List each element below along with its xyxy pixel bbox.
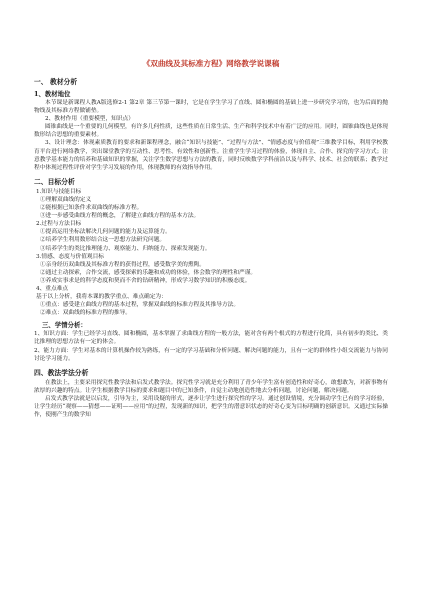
paragraph-teaching-method: 在教法上，主要采用探究性教学法和启发式教学法。探究性学习就是充分利用了青少年学生富有创造性和好奇心，敢想敢为，对新事物有浓厚的兴趣的特点。让学生根据教学目标的要求和题目中的已知条件，自觉主动地创造性地去分析问题，讨论问题，解决问题。 bbox=[34, 379, 388, 394]
document-title: 《双曲线及其标准方程》网络教学说课稿 bbox=[142, 59, 280, 68]
section-1-1-heading: 1、教材地位 bbox=[34, 90, 71, 98]
section-1-heading: 一、 教材分析 bbox=[34, 78, 78, 86]
goal-item: ①理解双曲线的定义 bbox=[40, 196, 92, 203]
key-point-item: ②难点：双曲线的标准方程的推导。 bbox=[40, 310, 131, 317]
goal-item: ①提高运用坐标法解决几何问题的能力及运算能力。 bbox=[40, 229, 171, 236]
goal-process-heading: 2.过程与方法目标 bbox=[36, 221, 82, 228]
goal-item: ②通过主动探索，合作交流，感受探索的乐趣和成功的体验，体会数学的理性和严谨。 bbox=[40, 269, 257, 276]
goal-item: ③培养学生的类比推理能力、观察能力、归纳能力、探索发现能力。 bbox=[40, 245, 211, 252]
paragraph-design-concept: 3、设计理念：体现素质教育的要求和新课程理念，融合“知识与技能”、“过程与方法”、“情感态度与价值观”三维教学目标，利用学校教育平台进行网络教学，突出课堂教学的互动性、思考性、有效性和创新性。注重学生学习过程的体验，体现自主、合作、探究的学习方式；注意教学基本能力的培养和基础知识的掌握，关注学生数学思想与方法的教育，同时反映数学学科前沿以及与科学、技术、社会的联系；教学过程中体现过程性评价对学生学习发展的作用，体现教师的有效指导作用。 bbox=[34, 140, 388, 171]
paragraph-textbook-role: 圆锥曲线是一个重要的几何模型，有许多几何性质，这些性质在日常生活、生产和科学技术中有着广泛的应用。同时，圆锥曲线也是体现数形结合思想的重要素材。 bbox=[34, 124, 388, 139]
key-points-heading: 4、重点难点 bbox=[36, 285, 69, 292]
section-2-heading: 二、目标分析 bbox=[34, 177, 75, 186]
section-4-heading: 四、教法学法分析 bbox=[34, 368, 89, 377]
goal-item: ①亲身经历双曲线及其标准方程的获得过程，感受数学美的熏陶。 bbox=[40, 261, 205, 268]
goal-attitude-heading: 3.情感、态度与价值观目标 bbox=[36, 253, 104, 260]
goal-item: ②能根据已知条件求双曲线的标准方程。 bbox=[40, 205, 143, 212]
section-3-heading: 三、学情分析： bbox=[42, 321, 87, 330]
goal-item: ③进一步感受曲线方程的概念，了解建立曲线方程的基本方法。 bbox=[40, 213, 200, 220]
key-points-intro: 基于以上分析，我将本课的教学重点、难点确定为： bbox=[36, 294, 167, 301]
paragraph-textbook-role-heading: 2、教材作用（重要模型，知识点） bbox=[45, 116, 134, 123]
paragraph-student-knowledge: 1、知识方面：学生已经学习直线、圆和椭圆，基本掌握了求曲线方程的一般方法，能对含有两个根式的方程进行化简，具有初步的类比、类比推理的思想方法有一定的体会。 bbox=[34, 331, 388, 346]
goal-knowledge-heading: 1.知识与技能目标 bbox=[36, 188, 82, 195]
paragraph-heuristic-method: 启发式教学法就是以启发，引导为主，采用设疑的形式，逐步让学生进行探究性的学习。通过创设情境，充分调动学生已有的学习经验，让学生经历“观察——猜想——证明——应用”的过程，发现新的知识，把学生的潜意识状态的好奇心变为目标明确的创新意识。又通过实际操作，使刚产生的数学知 bbox=[34, 395, 388, 419]
paragraph-textbook-position: 本节课是新课程人教A版选修2-1 第2章 第三节第一课时，它是在学生学习了直线、圆和椭圆的基础上进一步研究学习的，也为后面的抛物线及其标准方程做铺垫。 bbox=[34, 100, 388, 115]
paragraph-student-ability: 2、能力方面：学生对基本的计算机操作较为熟练，有一定的学习基础和分析问题、解决问题的能力，且有一定的群体性小组交流能力与协同讨论学习能力。 bbox=[34, 347, 388, 362]
goal-item: ②培养学生利用数形结合这一思想方法研究问题。 bbox=[40, 237, 166, 244]
key-point-item: ①重点：感受建立曲线方程的基本过程，掌握双曲线的标准方程及其推导方法。 bbox=[40, 302, 240, 309]
goal-item: ③养成实事求是的科学态度和契而不舍的钻研精神，形成学习数学知识的积极态度。 bbox=[40, 277, 251, 284]
